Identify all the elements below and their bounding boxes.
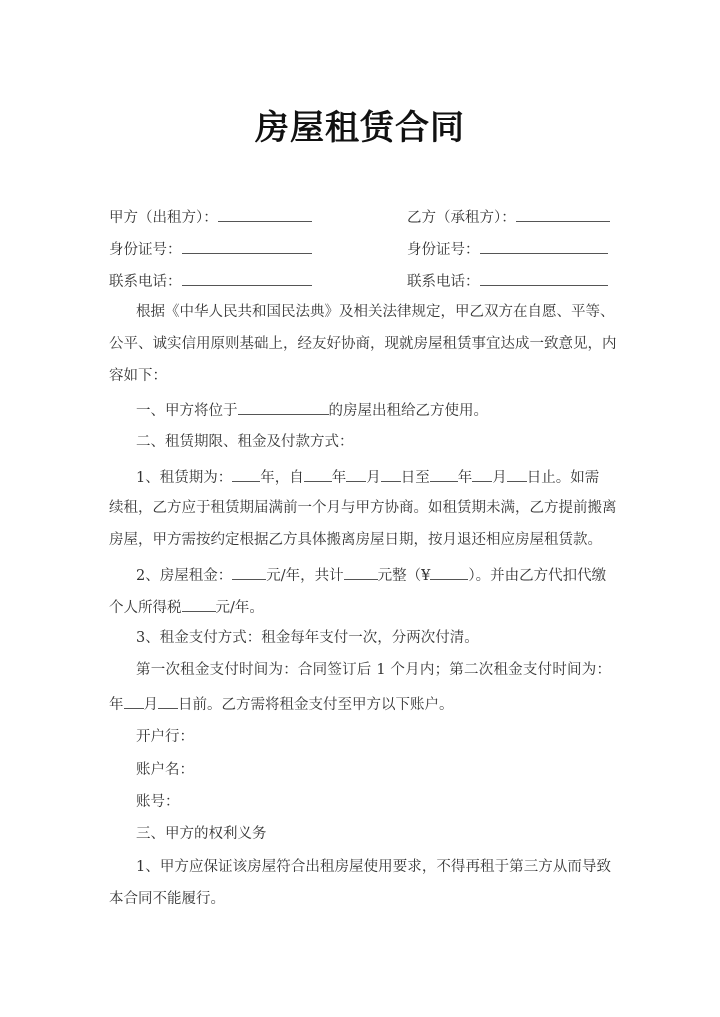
term-years-field[interactable] [232, 466, 260, 482]
document-title: 房屋租赁合同 [255, 108, 465, 148]
term-label: 1、租赁期为： [136, 470, 233, 486]
tax-suffix: 元/年。 [215, 600, 264, 616]
term-text: 年 [331, 470, 347, 486]
party-a-row [109, 206, 312, 228]
end-year-field[interactable] [430, 466, 458, 482]
term-line-3: 房屋，甲方需按约定根据乙方具体搬离房屋日期，按月退还相应房屋租赁款。 [109, 532, 602, 548]
account-number-label: 账号： [136, 794, 180, 810]
party-a-phone-field[interactable] [182, 270, 312, 286]
preamble-line-2: 公平、诚实信用原则基础上，经友好协商，现就房屋租赁事宜达成一致意见，内 [109, 336, 617, 352]
term-line-2: 续租，乙方应于租赁期届满前一个月与甲方协商。如租赁期未满，乙方提前搬离 [109, 500, 617, 516]
preamble-line-3: 容如下： [109, 368, 167, 384]
clause-1-prefix: 一、甲方将位于 [136, 403, 238, 419]
total-rent-field[interactable] [344, 564, 378, 580]
term-text: 日止。如需 [526, 470, 600, 486]
party-a-id-label: 身份证号： [109, 242, 182, 258]
party-b-phone-row [407, 270, 608, 292]
term-text: 年，自 [260, 470, 304, 486]
party-b-phone-field[interactable] [480, 270, 608, 286]
payment-day-text: 日前。乙方需将租金支付至甲方以下账户。 [178, 697, 454, 713]
party-a-field[interactable] [218, 206, 312, 222]
end-month-field[interactable] [472, 466, 492, 482]
payment-time-line-2 [109, 693, 454, 715]
payment-day-field[interactable] [158, 693, 178, 709]
clause-3-heading: 三、甲方的权利义务 [136, 826, 267, 842]
term-text: 月 [366, 470, 381, 486]
rent-label: 2、房屋租金： [136, 568, 233, 584]
party-b-id-label: 身份证号： [407, 242, 480, 258]
total-rent-figure-field[interactable] [430, 564, 468, 580]
start-month-field[interactable] [346, 466, 366, 482]
party-a-label: 甲方（出租方）： [109, 210, 218, 226]
rent-text: ）。并由乙方代扣代缴 [468, 568, 607, 584]
clause-3-item-1-line-2: 本合同不能履行。 [109, 891, 225, 907]
rent-text: 元整（¥ [377, 568, 431, 584]
party-a-phone-row [109, 270, 312, 292]
start-year-field[interactable] [304, 466, 332, 482]
rent-line-2 [109, 596, 264, 618]
rent-text: 元/年，共计 [266, 568, 344, 584]
party-a-id-row [109, 238, 312, 260]
preamble-line-1: 根据《中华人民共和国民法典》及相关法律规定，甲乙双方在自愿、平等、 [136, 304, 615, 320]
rent-line-1 [136, 564, 606, 586]
start-day-field[interactable] [381, 466, 401, 482]
party-b-label: 乙方（承租方）： [407, 210, 516, 226]
annual-rent-field[interactable] [232, 564, 266, 580]
account-name-label: 账户名： [136, 762, 194, 778]
term-text: 年 [457, 470, 473, 486]
payment-month-text: 月 [143, 697, 158, 713]
term-line-1 [136, 466, 599, 488]
clause-2-heading: 二、租赁期限、租金及付款方式： [136, 434, 354, 450]
party-b-id-row [407, 238, 608, 260]
tax-label: 个人所得税 [109, 600, 182, 616]
party-b-row [407, 206, 610, 228]
property-location-field[interactable] [238, 399, 329, 415]
party-b-phone-label: 联系电话： [407, 274, 480, 290]
end-day-field[interactable] [507, 466, 527, 482]
tax-amount-field[interactable] [182, 596, 216, 612]
payment-time-line-1: 第一次租金支付时间为：合同签订后 1 个月内；第二次租金支付时间为： [136, 662, 611, 678]
term-text: 月 [492, 470, 507, 486]
party-a-id-field[interactable] [182, 238, 312, 254]
party-b-field[interactable] [516, 206, 610, 222]
clause-3-item-1-line-1: 1、甲方应保证该房屋符合出租房屋使用要求，不得再租于第三方从而导致 [136, 859, 611, 875]
clause-1-suffix: 的房屋出租给乙方使用。 [328, 403, 488, 419]
term-text: 日至 [400, 470, 430, 486]
party-b-id-field[interactable] [480, 238, 608, 254]
payment-year-text: 年 [109, 697, 124, 713]
payment-method: 3、租金支付方式：租金每年支付一次，分两次付清。 [136, 630, 479, 646]
clause-1 [136, 399, 488, 421]
payment-month-field[interactable] [124, 693, 144, 709]
party-a-phone-label: 联系电话： [109, 274, 182, 290]
bank-label: 开户行： [136, 729, 194, 745]
